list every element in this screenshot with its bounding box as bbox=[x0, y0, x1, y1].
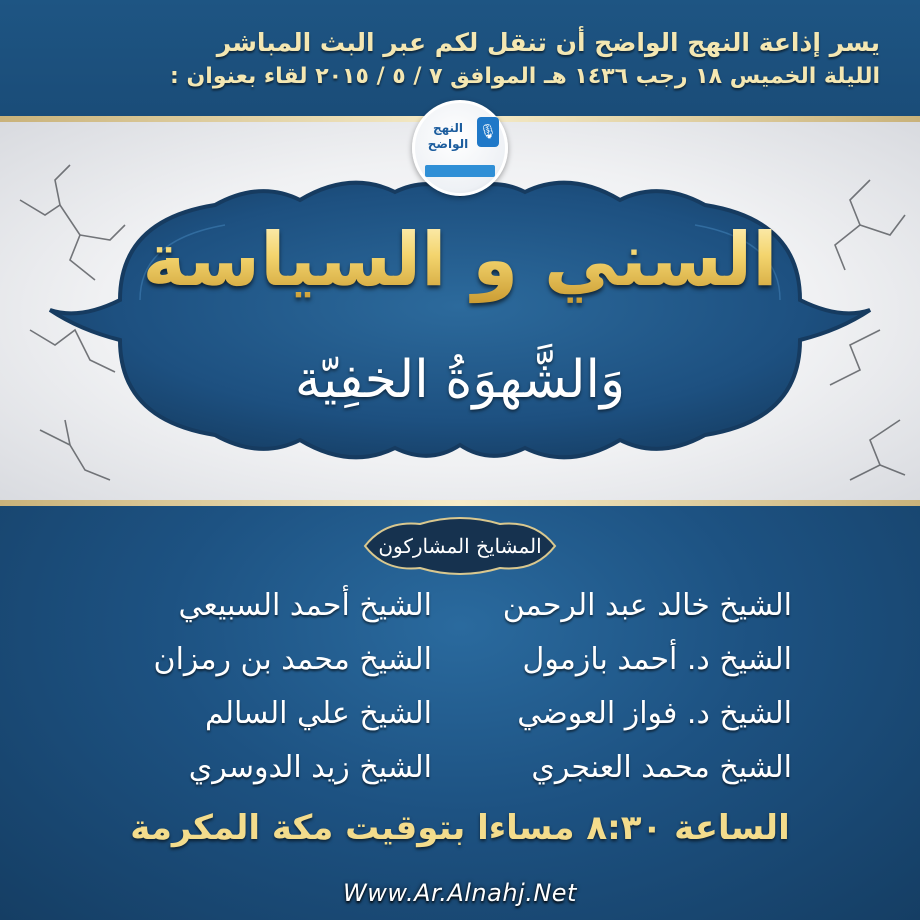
logo-ribbon bbox=[425, 165, 495, 177]
participant-name: الشيخ د. أحمد بازمول bbox=[522, 642, 792, 677]
participant-name: الشيخ علي السالم bbox=[204, 696, 432, 731]
participant-name: الشيخ خالد عبد الرحمن bbox=[502, 588, 792, 623]
main-title: السني و السياسة bbox=[60, 215, 860, 305]
participant-name: الشيخ د. فواز العوضي bbox=[517, 696, 792, 731]
participant-name: الشيخ محمد العنجري bbox=[531, 750, 792, 785]
header-date-line: الليلة الخميس ١٨ رجب ١٤٣٦ هـ الموافق ٧ / ٥ / ٢٠١٥ لقاء بعنوان : bbox=[170, 64, 880, 89]
participant-name: الشيخ محمد بن رمزان bbox=[153, 642, 432, 677]
header-announcement: يسر إذاعة النهج الواضح أن تنقل لكم عبر البث المباشر bbox=[216, 28, 880, 57]
website-link[interactable]: Www.Ar.Alnahj.Net bbox=[343, 879, 577, 907]
broadcast-time: الساعة ٨:٣٠ مساءا بتوقيت مكة المكرمة bbox=[130, 808, 790, 848]
participants-heading: المشايخ المشاركون bbox=[378, 534, 542, 558]
logo-label: النهج الواضح bbox=[427, 121, 469, 151]
participant-name: الشيخ زيد الدوسري bbox=[188, 750, 432, 785]
microphone-icon: 🎙 bbox=[477, 117, 499, 147]
participant-name: الشيخ أحمد السبيعي bbox=[178, 588, 432, 623]
subtitle: وَالشَّهوَةُ الخفِيّة bbox=[294, 350, 626, 410]
